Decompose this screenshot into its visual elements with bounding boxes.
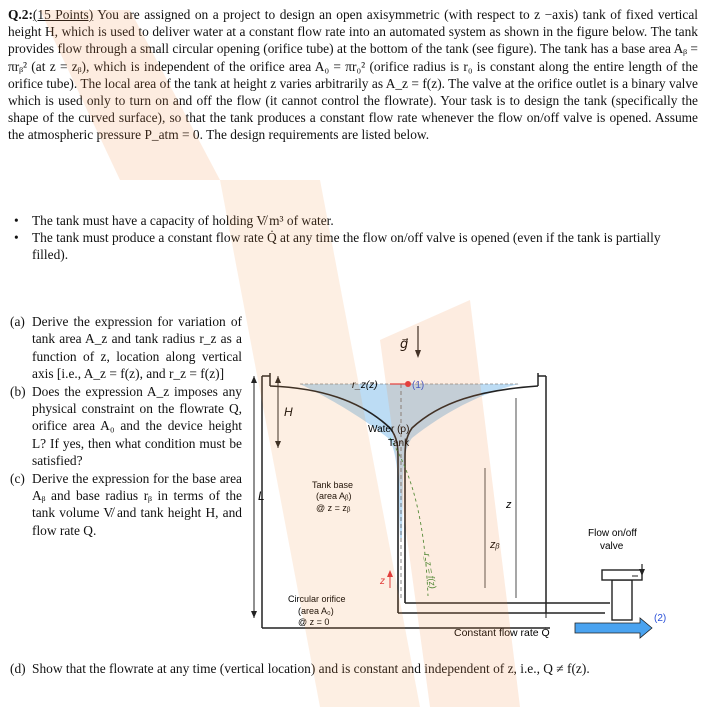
rz-curve <box>390 438 428 596</box>
gravity-label: g⃗ <box>400 336 409 351</box>
h-label: H <box>284 405 293 419</box>
bullet-icon: • <box>14 213 19 228</box>
question-points: (15 Points) <box>32 7 94 22</box>
l-label: L <box>258 489 265 503</box>
z-small-label: z <box>380 576 385 587</box>
part-b <box>10 383 242 470</box>
part-text: Does the expression A_z imposes any physical constraint on the flowrate Q, orifice area A₀ and the device height L? If yes, then what condition must be satisfied? <box>32 383 242 469</box>
tank-base-label-1: Tank base <box>312 480 354 490</box>
requirements-list <box>12 212 692 264</box>
part-text: Derive the expression for variation of tank area A_z and tank radius r_z as a function of z, location along vertical axis [i.e., A_z = f(z), and r_z = f(z)] <box>32 314 242 382</box>
point-1-marker <box>405 381 411 387</box>
part-c <box>10 470 242 540</box>
part-d <box>10 660 700 677</box>
part-text: Derive the expression for the base area Aᵦ and base radius rᵦ in terms of the tank volume V̸ and tank height H, and flow rate Q. <box>32 470 242 538</box>
point-2-label: (2) <box>654 613 667 624</box>
bullet-icon: • <box>14 230 19 246</box>
constant-flow-label: Constant flow rate Q̇ <box>454 627 550 639</box>
requirement-text: The tank must produce a constant flow rate Q̇ at any time the flow on/off valve is opened (even if the tank is partially filled). <box>32 230 661 263</box>
tank-base-label-2: (area Aᵦ) <box>316 491 352 501</box>
rz-curve-label: r_z = f(z) <box>422 552 439 590</box>
part-label: (c) <box>10 470 25 486</box>
part-label: (a) <box>10 314 25 329</box>
question-part-d <box>10 660 700 677</box>
question-label: Q.2: <box>8 7 33 22</box>
requirement-item <box>12 212 692 229</box>
valve-label-2: valve <box>600 541 624 552</box>
orifice-label-3: @ z = 0 <box>298 617 330 627</box>
part-text: Show that the flowrate at any time (vertical location) and is constant and independent of z, i.e., Q ≠ f(z). <box>32 661 590 676</box>
valve-label-1: Flow on/off <box>588 528 637 539</box>
part-a <box>10 313 242 383</box>
valve-body <box>612 580 632 620</box>
question-parts <box>10 313 242 539</box>
part-label: (d) <box>10 661 26 676</box>
flow-arrow <box>575 618 652 638</box>
requirement-item <box>12 229 692 263</box>
point-1-label: (1) <box>412 380 425 391</box>
water-label: Water (ρ) <box>368 424 410 435</box>
requirement-text: The tank must have a capacity of holding V̸ m³ of water. <box>32 213 334 228</box>
z-right-label: z <box>506 499 512 511</box>
orifice-label-1: Circular orifice <box>288 594 346 604</box>
tank-base-label-3: @ z = zᵦ <box>316 503 351 513</box>
part-label: (b) <box>10 383 26 399</box>
question-text: You are assigned on a project to design an open axisymmetric (with respect to z −axis) tank of fixed vertical height H, which is used to deliver water at a constant flow rate into an automated system as shown in the figure below. The tank provides flow through a small circular opening (orifice tube) at the bottom of the tank (see figure). The tank has a base area Aᵦ = πrᵦ² (at z = zᵦ), which is independent of the orifice area A₀ = πr₀² (orifice radius is r₀ is constant along the entire length of the orifice tube). The local area of the tank at height z varies arbitrarily as A_z = f(z). The valve at the orifice outlet is a binary valve which is used only to turn on and off the flow (it cannot control the flowrate). Your task is to design the tank (specifically the shape of the curved surface), so that the tank produces a constant flow rate whenever the flow on/off valve is opened. Assume the atmospheric pressure P_atm = 0. The design requirements are listed below. <box>8 7 698 143</box>
rz-label: r_z(z) <box>352 380 378 391</box>
tank-figure <box>240 318 710 658</box>
orifice-label-2: (area A₀) <box>298 606 334 616</box>
water-region <box>300 384 520 538</box>
zb-label: zᵦ <box>490 539 500 551</box>
tank-label: Tank <box>388 438 410 449</box>
question-intro <box>8 6 698 144</box>
